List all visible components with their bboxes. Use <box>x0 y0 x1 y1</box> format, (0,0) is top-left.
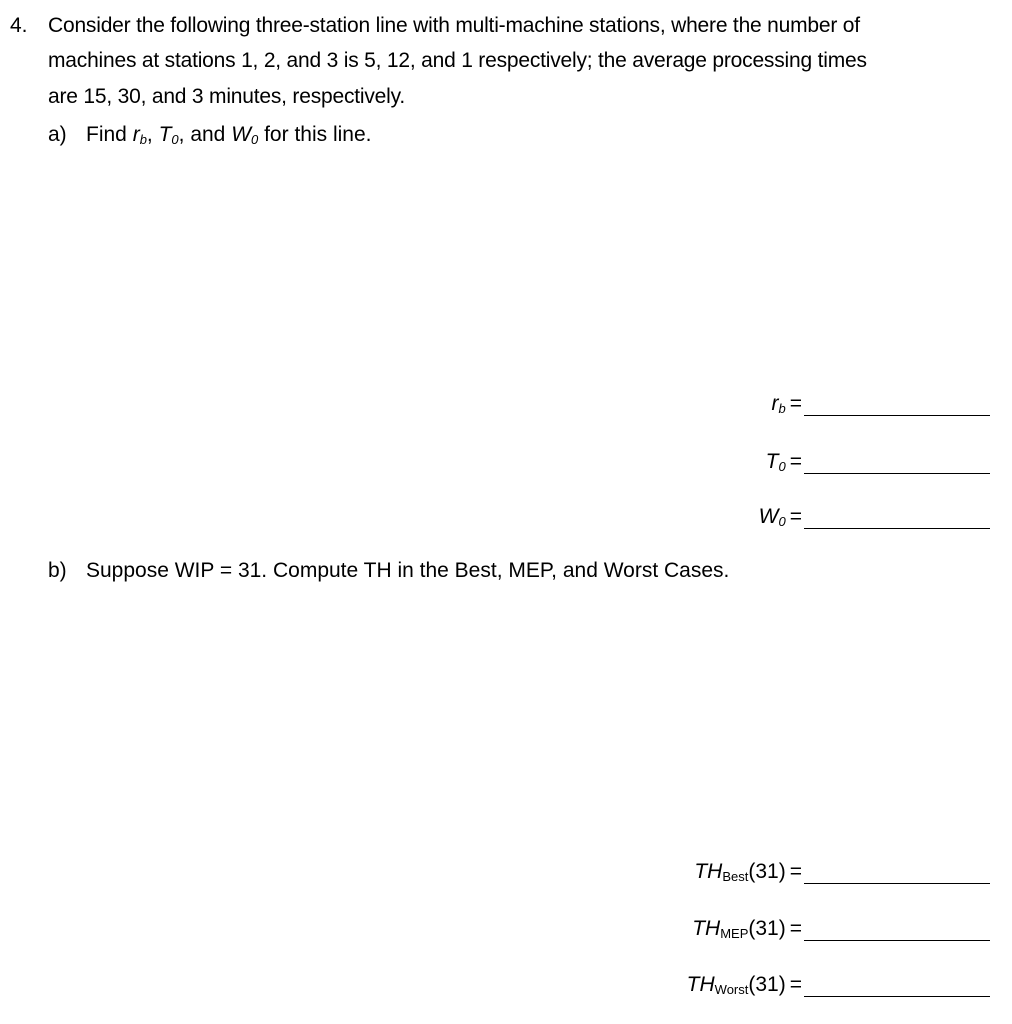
answer-w0-equals: = <box>789 505 802 528</box>
t0-symbol: T <box>158 123 172 146</box>
answer-t0-blank[interactable] <box>804 455 990 474</box>
answer-t0-row <box>766 450 990 474</box>
answer-th-best-row <box>694 860 990 884</box>
answer-th-worst-equals: = <box>789 973 802 996</box>
answer-th-best-arg: (31) <box>748 860 786 883</box>
answer-t0-subscript: 0 <box>778 459 786 474</box>
answer-th-worst-blank[interactable] <box>804 978 990 997</box>
answer-th-best-subscript: Best <box>722 869 749 884</box>
answer-rb-blank[interactable] <box>804 397 990 416</box>
t0-subscript: 0 <box>171 132 179 147</box>
part-b-label: b) <box>48 559 67 582</box>
part-a-prefix: Find <box>86 123 133 146</box>
answer-th-best-blank[interactable] <box>804 865 990 884</box>
answer-t0-equals: = <box>789 450 802 473</box>
answer-rb-symbol: r <box>771 392 779 415</box>
w0-symbol: W <box>231 123 252 146</box>
part-b-prompt: Suppose WIP = 31. Compute TH in the Best, MEP, and Worst Cases. <box>86 559 730 582</box>
answer-w0-row <box>759 505 990 529</box>
question-text-line-3: are 15, 30, and 3 minutes, respectively. <box>48 85 405 108</box>
answer-rb-subscript: b <box>778 401 786 416</box>
answer-th-mep-subscript: MEP <box>720 926 749 941</box>
answer-th-worst-symbol: TH <box>686 973 715 996</box>
answer-th-worst-row <box>687 973 990 997</box>
answer-th-worst-subscript: Worst <box>714 982 749 997</box>
answer-t0-symbol: T <box>765 450 779 473</box>
question-number: 4. <box>10 14 28 37</box>
answer-th-mep-equals: = <box>789 917 802 940</box>
answer-th-best-symbol: TH <box>694 860 723 883</box>
answer-w0-blank[interactable] <box>804 510 990 529</box>
answer-th-mep-symbol: TH <box>692 917 721 940</box>
answer-w0-symbol: W <box>758 505 779 528</box>
rb-subscript: b <box>139 132 147 147</box>
rb-symbol: r <box>132 123 140 146</box>
answer-th-mep-arg: (31) <box>748 917 786 940</box>
part-a-sep-1: , <box>146 123 159 146</box>
part-a-prompt <box>86 123 371 147</box>
part-a-label: a) <box>48 123 67 146</box>
answer-rb-equals: = <box>789 392 802 415</box>
part-a-sep-2: , and <box>178 123 232 146</box>
answer-rb-row <box>772 392 991 416</box>
question-text-line-1: Consider the following three-station line with multi-machine stations, where the number of <box>48 14 860 37</box>
answer-th-worst-arg: (31) <box>748 973 786 996</box>
question-text-line-2: machines at stations 1, 2, and 3 is 5, 12, and 1 respectively; the average processing times <box>48 49 867 72</box>
answer-th-mep-blank[interactable] <box>804 922 990 941</box>
part-a-suffix: for this line. <box>258 123 372 146</box>
answer-th-best-equals: = <box>789 860 802 883</box>
w0-subscript: 0 <box>251 132 259 147</box>
answer-w0-subscript: 0 <box>778 514 786 529</box>
answer-th-mep-row <box>692 917 990 941</box>
